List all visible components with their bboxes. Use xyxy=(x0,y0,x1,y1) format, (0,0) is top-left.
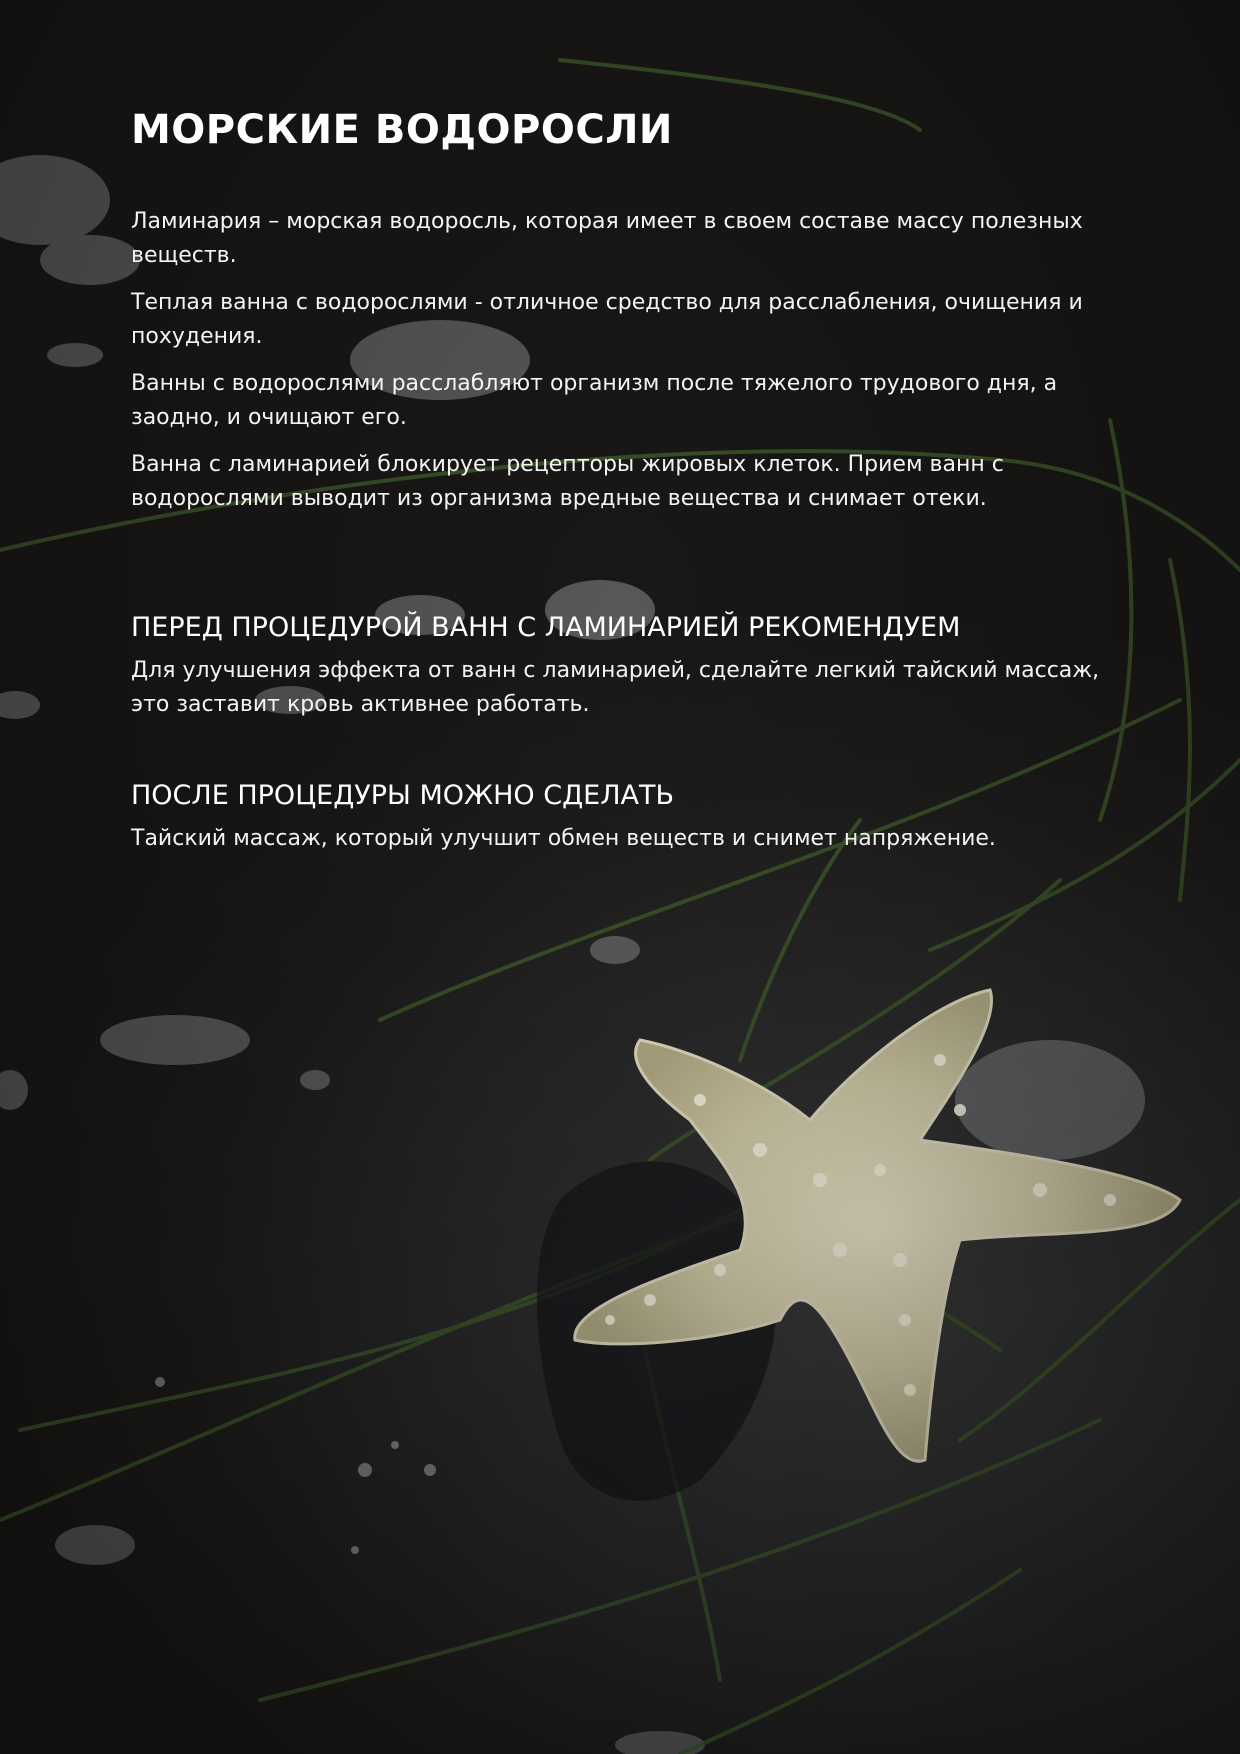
page-title: МОРСКИЕ ВОДОРОСЛИ xyxy=(131,107,673,153)
intro-paragraph: Ванны с водорослями расслабляют организм после тяжелого трудового дня, а заодно, и очищают его. xyxy=(131,371,1058,430)
intro-paragraph: Теплая ванна с водорослями - отличное средство для расслабления, очищения и похудения. xyxy=(131,290,1083,349)
section-text: Для улучшения эффекта от ванн с ламинарией, сделайте легкий тайский массаж, это заставит кровь активнее работать. xyxy=(131,658,1100,717)
intro-block xyxy=(131,205,1121,516)
intro-paragraph: Ванна с ламинарией блокирует рецепторы жировых клеток. Прием ванн с водорослями выводит из организма вредные вещества и снимает отеки. xyxy=(131,452,1004,511)
article xyxy=(131,100,1121,856)
section-text: Тайский массаж, который улучшит обмен веществ и снимет напряжение. xyxy=(131,826,996,851)
intro-paragraph: Ламинария – морская водоросль, которая имеет в своем составе массу полезных веществ. xyxy=(131,209,1083,268)
section-heading: ПОСЛЕ ПРОЦЕДУРЫ МОЖНО СДЕЛАТЬ xyxy=(131,780,675,811)
section-after-procedure xyxy=(131,776,1121,856)
section-heading: ПЕРЕД ПРОЦЕДУРОЙ ВАНН С ЛАМИНАРИЕЙ РЕКОМЕНДУЕМ xyxy=(131,612,961,643)
section-before-procedure xyxy=(131,608,1121,722)
